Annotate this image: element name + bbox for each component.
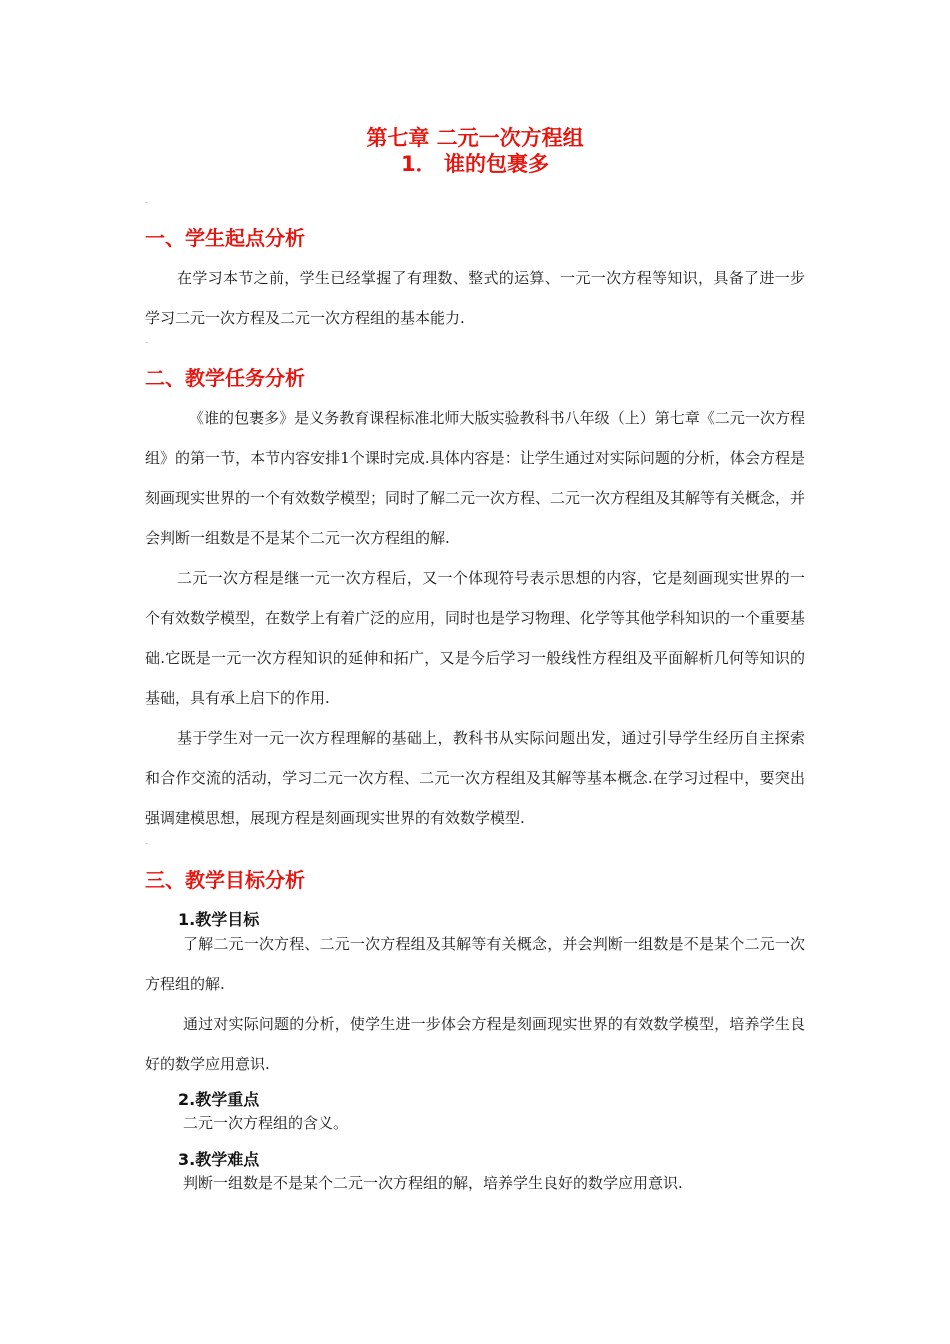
section-heading-1: 一、学生起点分析 [145, 226, 305, 250]
objectives-paragraph-2: 通过对实际问题的分析，使学生进一步体会方程是刻画现实世界的有效数学模型，培养学生良好的数学应用意识. [145, 1015, 805, 1073]
lesson-title: 1． 谁的包裹多 [401, 152, 549, 176]
chapter-title: 第七章 二元一次方程组 [366, 126, 584, 150]
paragraph-marker [145, 843, 148, 844]
section-2-paragraph-3: 基于学生对一元一次方程理解的基础上，教科书从实际问题出发，通过引导学生经历自主探索和合作交流的活动，学习二元一次方程、二元一次方程组及其解等基本概念.在学习过程中，要突出强调建模思想，展现方程是刻画现实世界的有效数学模型. [145, 729, 805, 827]
subsection-heading-difficulties: 3.教学难点 [178, 1150, 260, 1169]
objectives-paragraph-1: 了解二元一次方程、二元一次方程组及其解等有关概念，并会判断一组数是不是某个二元一次方程组的解. [145, 935, 805, 993]
paragraph-marker [145, 202, 148, 203]
section-heading-2: 二、教学任务分析 [145, 366, 305, 390]
section-2-paragraph-2: 二元一次方程是继一元一次方程后，又一个体现符号表示思想的内容，它是刻画现实世界的一个有效数学模型，在数学上有着广泛的应用，同时也是学习物理、化学等其他学科知识的一个重要基础.它既是一元一次方程知识的延伸和拓广，又是今后学习一般线性方程组及平面解析几何等知识的基础，具有承上启下的作用. [145, 569, 806, 707]
difficulties-paragraph: 判断一组数是不是某个二元一次方程组的解，培养学生良好的数学应用意识. [183, 1174, 683, 1192]
subsection-heading-key-points: 2.教学重点 [178, 1090, 260, 1109]
section-heading-3: 三、教学目标分析 [145, 868, 305, 892]
paragraph-marker [145, 342, 148, 343]
section-2-paragraph-1: 《谁的包裹多》是义务教育课程标准北师大版实验教科书八年级（上）第七章《二元一次方程组》的第一节，本节内容安排1个课时完成.具体内容是：让学生通过对实际问题的分析，体会方程是刻画现实世界的一个有效数学模型；同时了解二元一次方程、二元一次方程组及其解等有关概念，并会判断一组数是不是某个二元一次方程组的解. [145, 409, 806, 547]
subsection-heading-objectives: 1.教学目标 [178, 910, 260, 929]
section-1-paragraph: 在学习本节之前，学生已经掌握了有理数、整式的运算、一元一次方程等知识，具备了进一步学习二元一次方程及二元一次方程组的基本能力. [145, 269, 805, 327]
key-points-paragraph: 二元一次方程组的含义。 [183, 1114, 349, 1132]
